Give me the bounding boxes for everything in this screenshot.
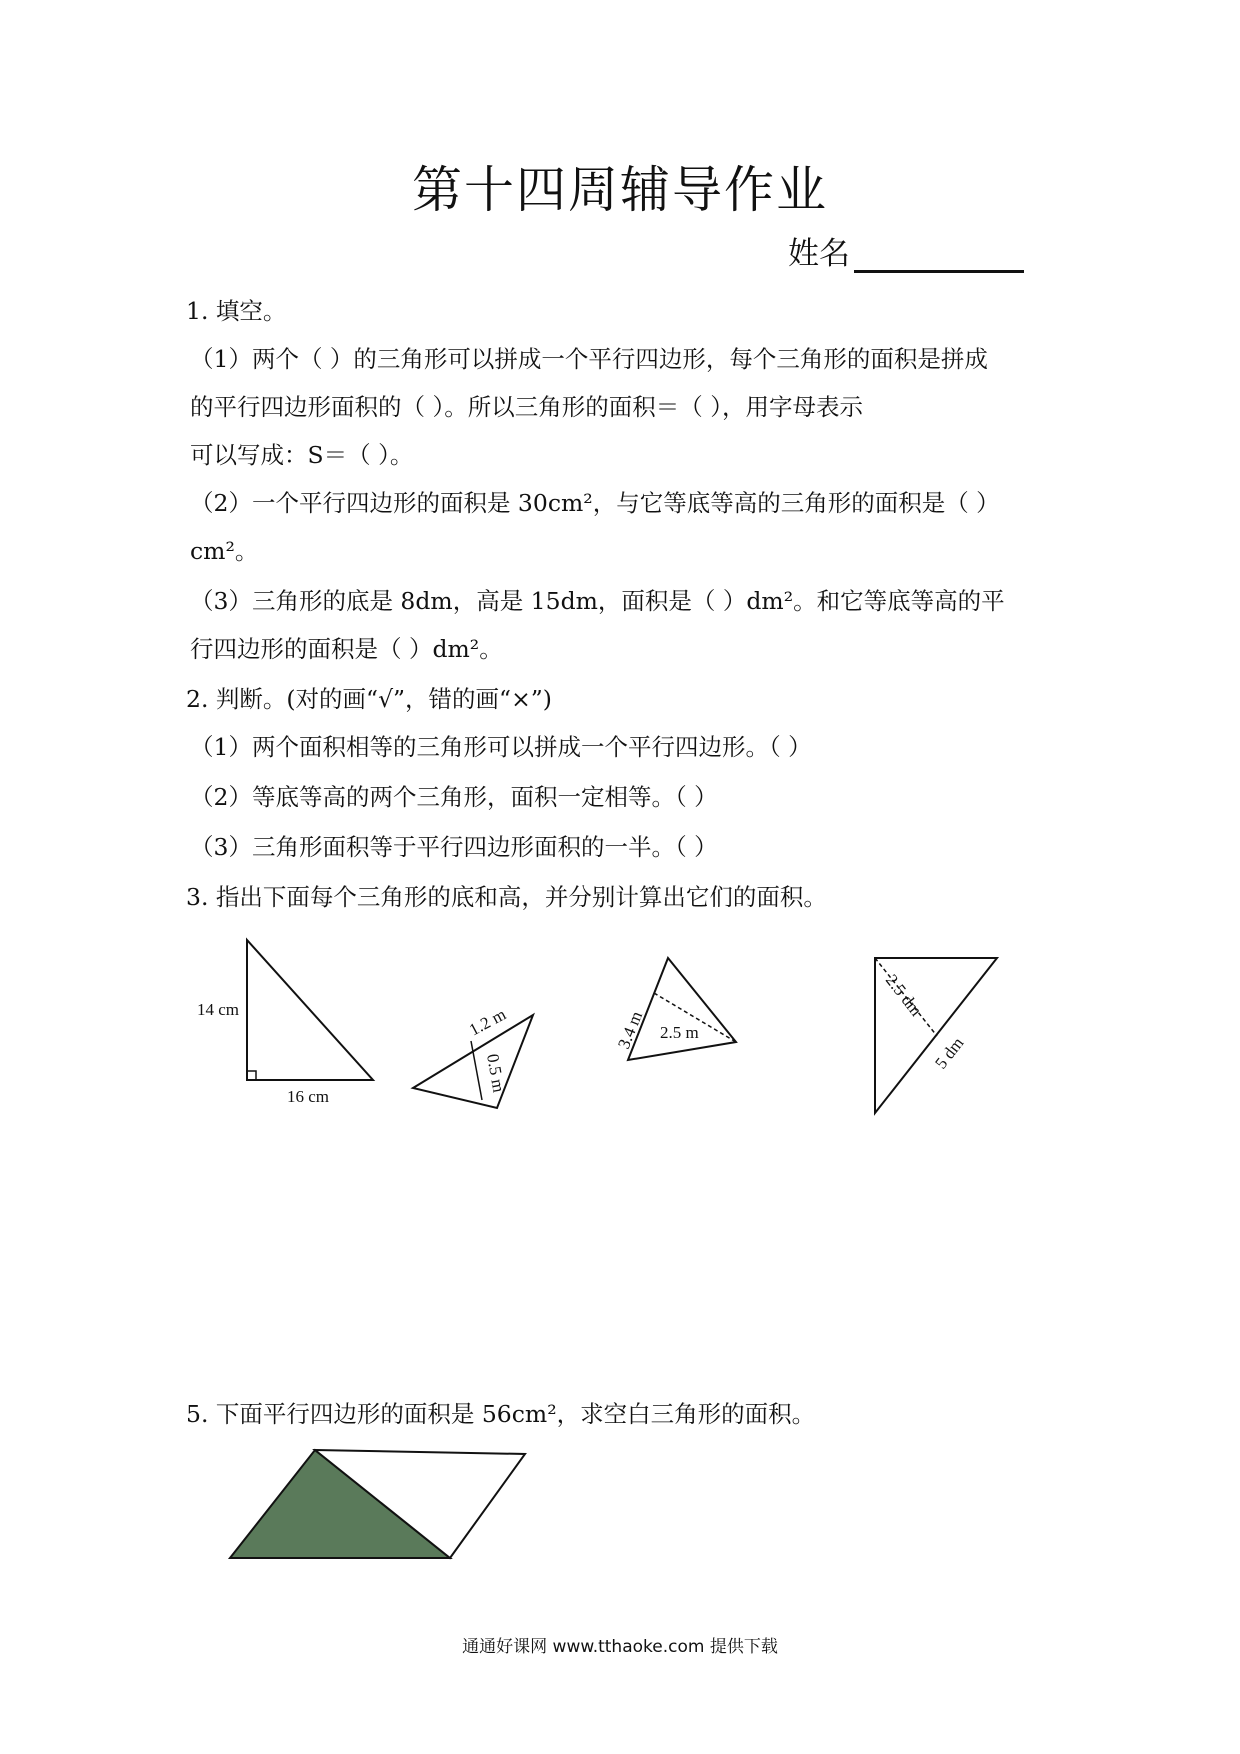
page-title: 第十四周辅导作业: [412, 161, 828, 219]
q1-1-line3: 可以写成：S＝（ ）。: [190, 441, 414, 469]
parallelogram-figure: [225, 1440, 535, 1570]
q1-2-line2: cm²。: [190, 537, 259, 565]
fig1-height-label: 14 cm: [197, 1000, 240, 1019]
fig3-height-label: 2.5 m: [660, 1023, 699, 1042]
name-blank[interactable]: [854, 240, 1024, 273]
name-field: [788, 228, 1024, 273]
name-label: 姓名: [788, 236, 850, 272]
triangle-figure-3: [600, 950, 750, 1075]
q1-3-line2: 行四边形的面积是（ ）dm²。: [190, 635, 503, 663]
fig2-base-label: 1.2 m: [465, 1004, 510, 1040]
q3-heading: 3. 指出下面每个三角形的底和高，并分别计算出它们的面积。: [186, 883, 827, 911]
fig3-base-label: 3.4 m: [614, 1008, 647, 1052]
q1-heading: 1. 填空。: [186, 297, 287, 325]
q2-3: （3）三角形面积等于平行四边形面积的一半。（ ）: [190, 833, 718, 861]
fig4-base-label: 5 dm: [931, 1033, 968, 1073]
fig1-base-label: 16 cm: [287, 1087, 330, 1106]
triangle-figure-4: [865, 950, 1015, 1120]
triangle-figure-2: [405, 1000, 545, 1115]
q5-heading: 5. 下面平行四边形的面积是 56cm²，求空白三角形的面积。: [186, 1400, 816, 1428]
q1-3-line1: （3）三角形的底是 8dm，高是 15dm，面积是（ ）dm²。和它等底等高的平: [190, 587, 1005, 615]
q2-heading: 2. 判断。(对的画“√”，错的画“×”): [186, 685, 552, 713]
fig2-height-label: 0.5 m: [483, 1052, 509, 1094]
footer: 通通好课网 www.tthaoke.com 提供下载: [462, 1637, 778, 1657]
q1-1-line1: （1）两个（ ）的三角形可以拼成一个平行四边形，每个三角形的面积是拼成: [190, 345, 988, 373]
fig4-height-label: 2.5 dm: [881, 970, 926, 1020]
q2-1: （1）两个面积相等的三角形可以拼成一个平行四边形。（ ）: [190, 733, 812, 761]
q1-2-line1: （2）一个平行四边形的面积是 30cm²，与它等底等高的三角形的面积是（ ）: [190, 489, 1000, 517]
q1-1-line2: 的平行四边形面积的（ ）。所以三角形的面积＝（ ），用字母表示: [190, 393, 863, 421]
q2-2: （2）等底等高的两个三角形，面积一定相等。（ ）: [190, 783, 718, 811]
triangle-figure-1: [195, 925, 385, 1115]
